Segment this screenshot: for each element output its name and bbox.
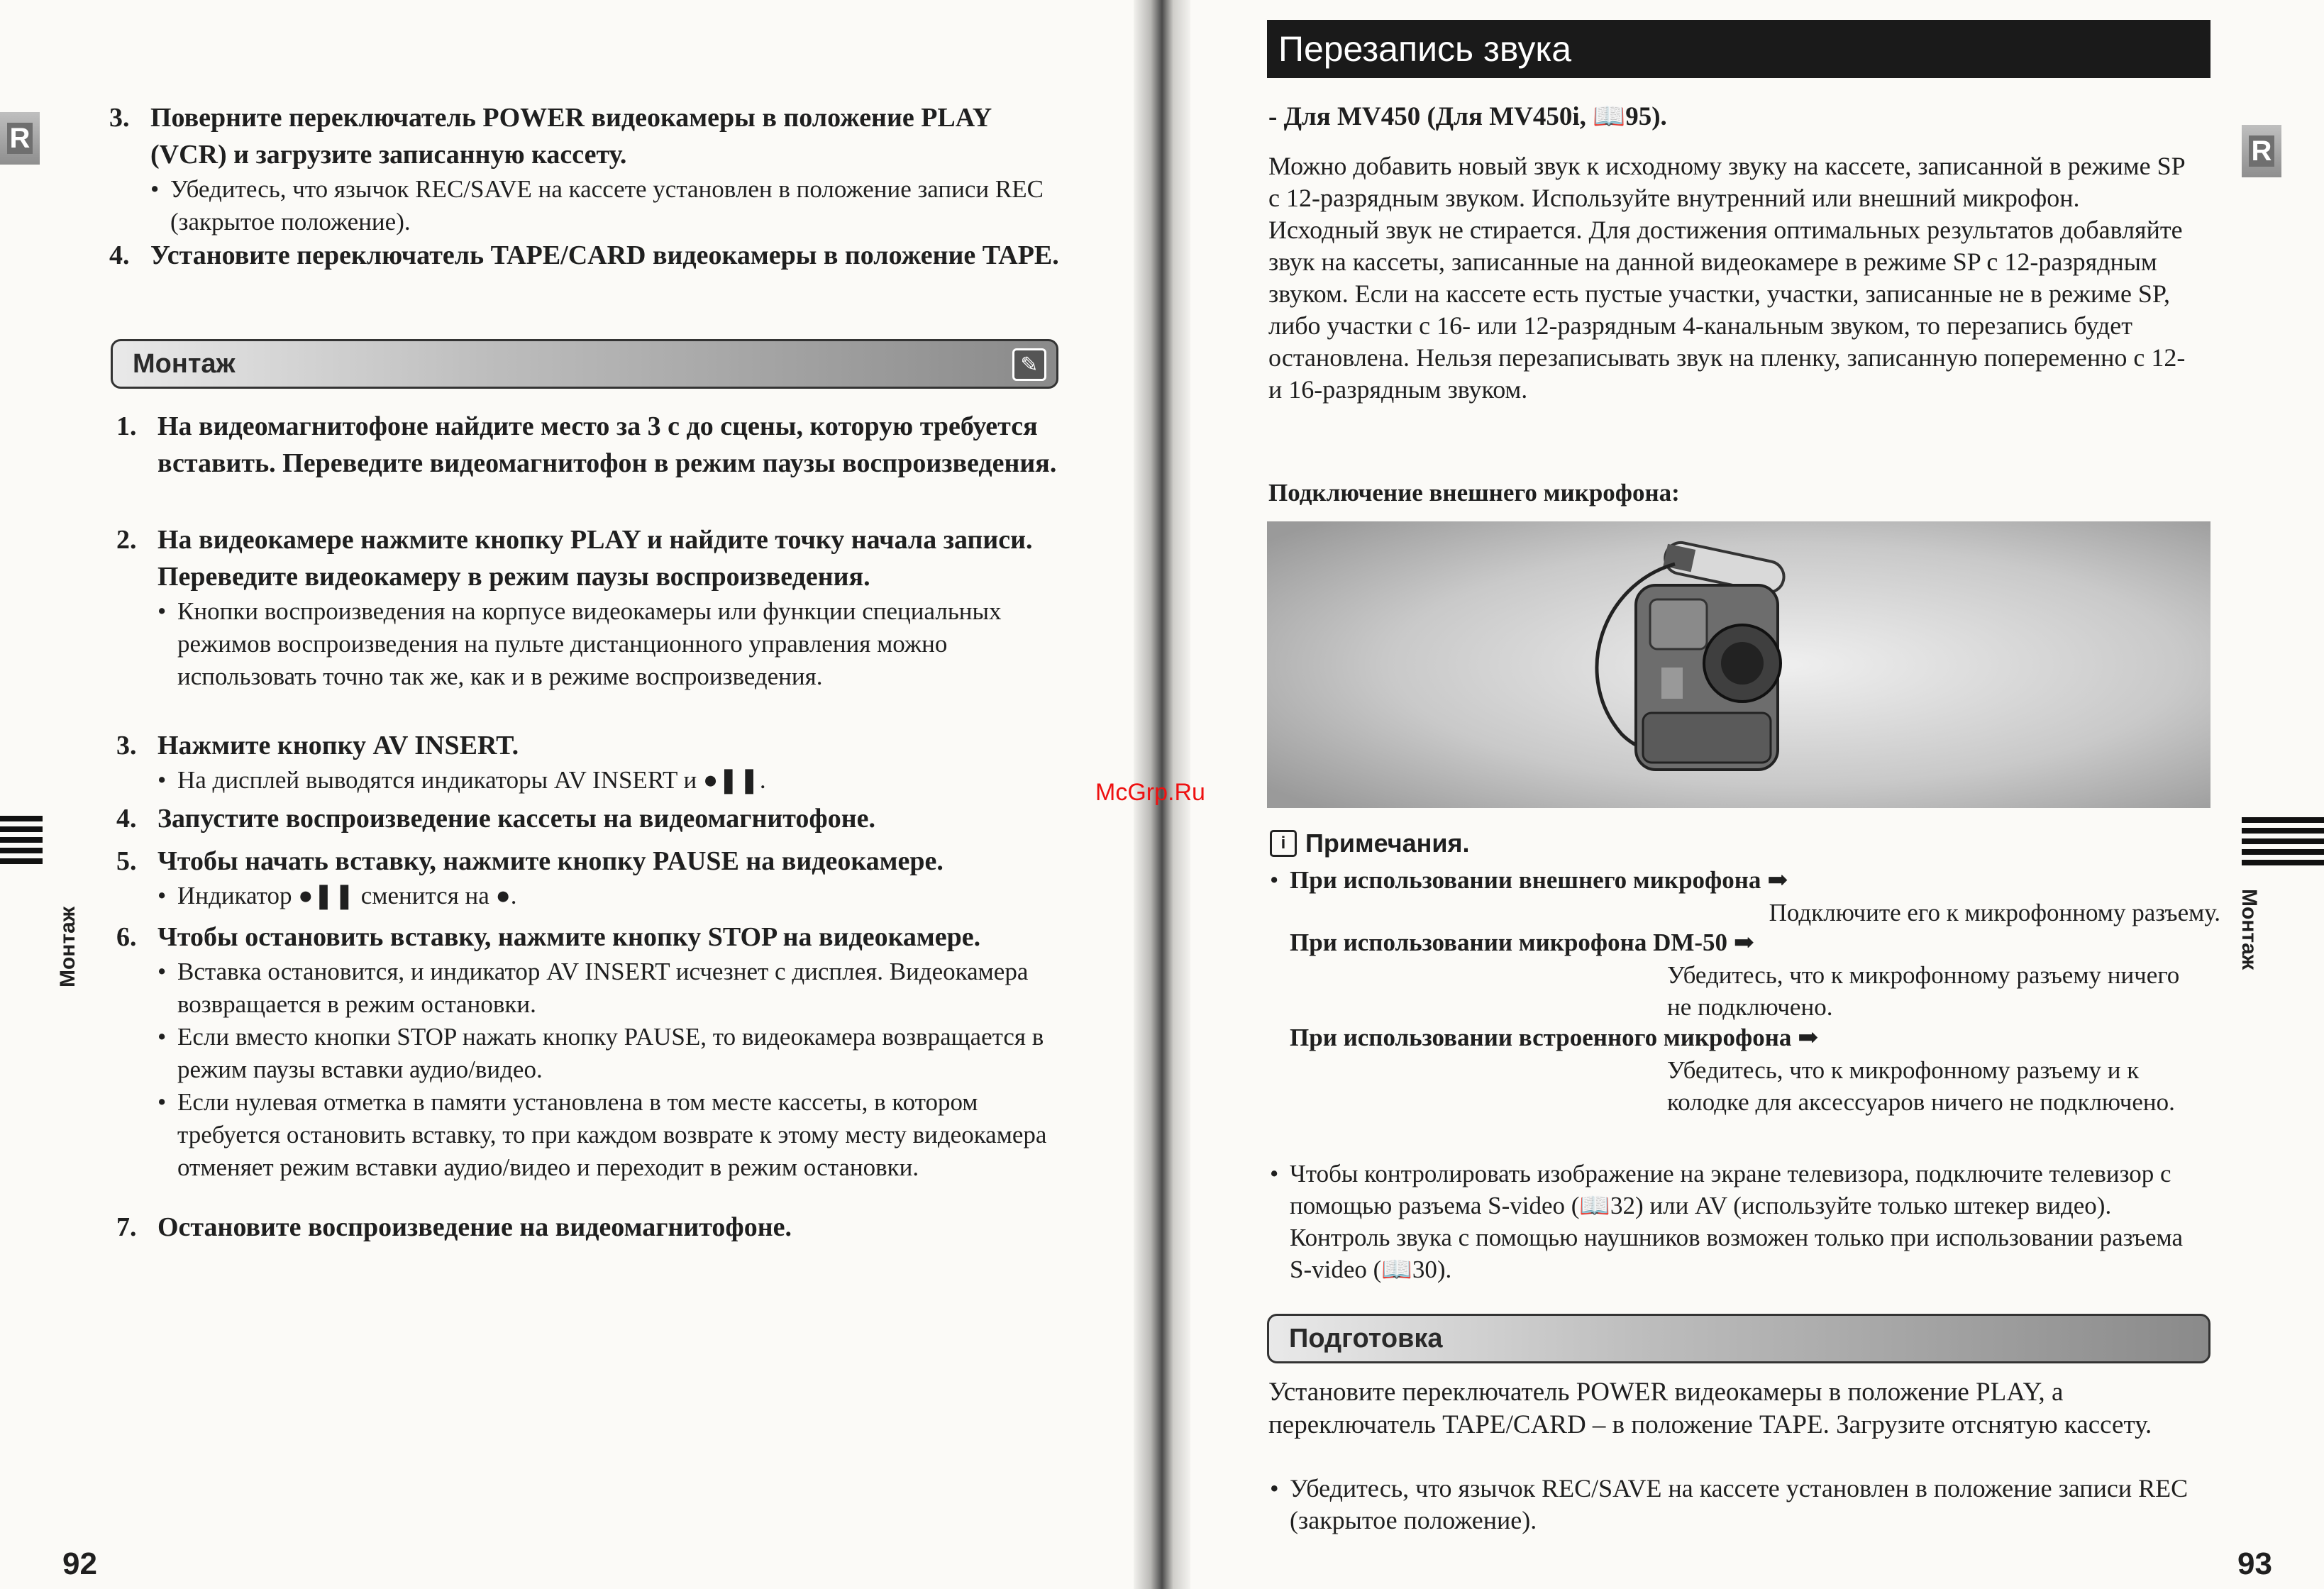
side-section-label-right: Монтаж	[2237, 888, 2261, 970]
section-prep-title: Подготовка	[1289, 1323, 1443, 1353]
prep-bullet: • Убедитесь, что язычок REC/SAVE на кассете установлен в положение записи REC (закрытое положение).	[1270, 1473, 2192, 1537]
step-text: Чтобы остановить вставку, нажмите кнопку STOP на видеокамере.	[157, 922, 981, 952]
note-result: Убедитесь, что к микрофонному разъему и к колодке для аксессуаров ничего не подключено.	[1667, 1056, 2175, 1116]
note-label: При использовании микрофона DM-50	[1290, 929, 1728, 956]
step	[116, 919, 1060, 1184]
section-prep-bar	[1267, 1314, 2210, 1363]
step-number: 3.	[109, 103, 130, 133]
step	[116, 1209, 1060, 1246]
watermark: McGrp.Ru	[1095, 779, 1205, 806]
prep-text: Установите переключатель POWER видеокамеры в положение PLAY, а переключатель TAPE/CARD – в положение TAPE. Загрузите отснятую кассету.	[1268, 1378, 2152, 1439]
step-bullet: • Если вместо кнопки STOP нажать кнопку PAUSE, то видеокамера возвращается в режим паузы вставки аудио/видео.	[157, 1021, 1060, 1086]
page-title-bar	[1267, 20, 2210, 78]
step-bullet: • Индикатор ●❚❚ сменится на ●.	[157, 880, 1060, 912]
note-result: Подключите его к микрофонному разъему.	[1769, 899, 2220, 926]
arrow-icon: ➡	[1791, 1024, 1819, 1051]
step-number: 1.	[116, 411, 137, 441]
step-text: Поверните переключатель POWER видеокамеры в положение PLAY (VCR) и загрузите записанную кассету.	[150, 103, 991, 170]
mic-heading: Подключение внешнего микрофона:	[1268, 479, 1680, 506]
note-label: При использовании встроенного микрофона	[1290, 1024, 1792, 1051]
note-label-row	[1290, 1022, 1818, 1053]
page-title: Перезапись звука	[1278, 29, 1572, 69]
model-note: - Для MV450 (Для MV450i, 📖95).	[1268, 102, 1667, 131]
step-bullet: • Вставка остановится, и индикатор AV INSERT исчезнет с дисплея. Видеокамера возвращается в режим остановки.	[157, 956, 1060, 1021]
step	[116, 800, 1060, 837]
step-number: 4.	[116, 804, 137, 834]
note-result: Убедитесь, что к микрофонному разъему ничего не подключено.	[1667, 961, 2180, 1021]
step-bullet: • Если нулевая отметка в памяти установлена в том месте кассеты, в котором требуется остановить вставку, то при каждом возврате к этому месту видеокамера отменяет режим вставки аудио/видео и переходит в режим остановки.	[157, 1086, 1060, 1184]
note-icon: i	[1270, 830, 1297, 857]
step-number: 7.	[116, 1212, 137, 1242]
step-bullet: • На дисплей выводятся индикаторы AV INSERT и ●❚❚.	[157, 764, 1060, 797]
step	[116, 521, 1060, 693]
step	[109, 99, 1060, 238]
note-tv: • Чтобы контролировать изображение на экране телевизора, подключите телевизор с помощью разъема S-video (📖32) или AV (используйте только штекер видео). Контроль звука с помощью наушников возможен только при использовании разъема S-video (📖30).	[1270, 1158, 2206, 1285]
section-montage-bar	[111, 339, 1058, 389]
step-bullet: • Убедитесь, что язычок REC/SAVE на кассете установлен в положение записи REC (закрытое положение).	[150, 173, 1060, 238]
side-section-label: Монтаж	[56, 906, 79, 988]
step-text: На видеомагнитофоне найдите место за 3 с до сцены, которую требуется вставить. Переведите видеомагнитофон в режим паузы воспроизведения.	[157, 411, 1057, 478]
step-number: 6.	[116, 922, 137, 952]
step	[116, 408, 1060, 482]
arrow-icon: ➡	[1761, 866, 1788, 894]
page-number-right: 93	[2237, 1546, 2272, 1581]
step	[116, 843, 1060, 912]
notes-heading	[1270, 829, 1470, 858]
pen-icon: ✎	[1012, 348, 1046, 381]
note-label-row	[1270, 864, 1788, 896]
note-label: При использовании внешнего микрофона	[1290, 866, 1761, 894]
language-tab	[0, 112, 40, 165]
note-label-row	[1290, 926, 1754, 958]
step-text: Остановите воспроизведение на видеомагнитофоне.	[157, 1212, 792, 1242]
step	[109, 237, 1060, 274]
section-marker-bars	[0, 816, 43, 869]
step-text: На видеокамере нажмите кнопку PLAY и найдите точку начала записи. Переведите видеокамеру в режим паузы воспроизведения.	[157, 525, 1033, 592]
camcorder-with-microphone-photo	[1267, 521, 2210, 808]
camcorder-illustration	[1267, 521, 2210, 808]
step-number: 4.	[109, 240, 130, 270]
step	[116, 727, 1060, 797]
intro-paragraph: Можно добавить новый звук к исходному звуку на кассете, записанной в режиме SP с 12-разрядным звуком. Используйте внутренний или внешний микрофон. Исходный звук не стирается. Для достижения оптимальных результатов добавляйте звук на кассеты, записанные на данной видеокамере в режиме SP с 12-разрядным звуком. Если на кассете есть пустые участки, участки, записанные не в режиме SP, либо участки с 16- или 12-разрядным 4-канальным звуком, то перезапись будет остановлена. Нельзя перезаписывать звук на пленку, записанную попеременно с 12- и 16-разрядным звуком.	[1268, 152, 2186, 404]
page-number-left: 92	[62, 1546, 97, 1581]
language-tab-label: R	[7, 123, 33, 154]
language-tab-right	[2242, 125, 2281, 177]
step-text: Нажмите кнопку AV INSERT.	[157, 731, 519, 760]
step-text: Чтобы начать вставку, нажмите кнопку PAUSE на видеокамере.	[157, 846, 944, 876]
step-number: 2.	[116, 525, 137, 555]
section-marker-bars-right	[2242, 817, 2324, 870]
step-bullet: • Кнопки воспроизведения на корпусе видеокамеры или функции специальных режимов воспроизведения на пульте дистанционного управления можно использовать точно так же, как и в режиме воспроизведения.	[157, 595, 1060, 693]
step-text: Запустите воспроизведение кассеты на видеомагнитофоне.	[157, 804, 875, 834]
step-number: 5.	[116, 846, 137, 876]
language-tab-right-label: R	[2249, 135, 2274, 167]
step-text: Установите переключатель TAPE/CARD видеокамеры в положение TAPE.	[150, 240, 1059, 270]
notes-title: Примечания.	[1305, 829, 1470, 858]
section-montage-title: Монтаж	[133, 348, 236, 379]
step-number: 3.	[116, 731, 137, 760]
arrow-icon: ➡	[1727, 929, 1755, 956]
